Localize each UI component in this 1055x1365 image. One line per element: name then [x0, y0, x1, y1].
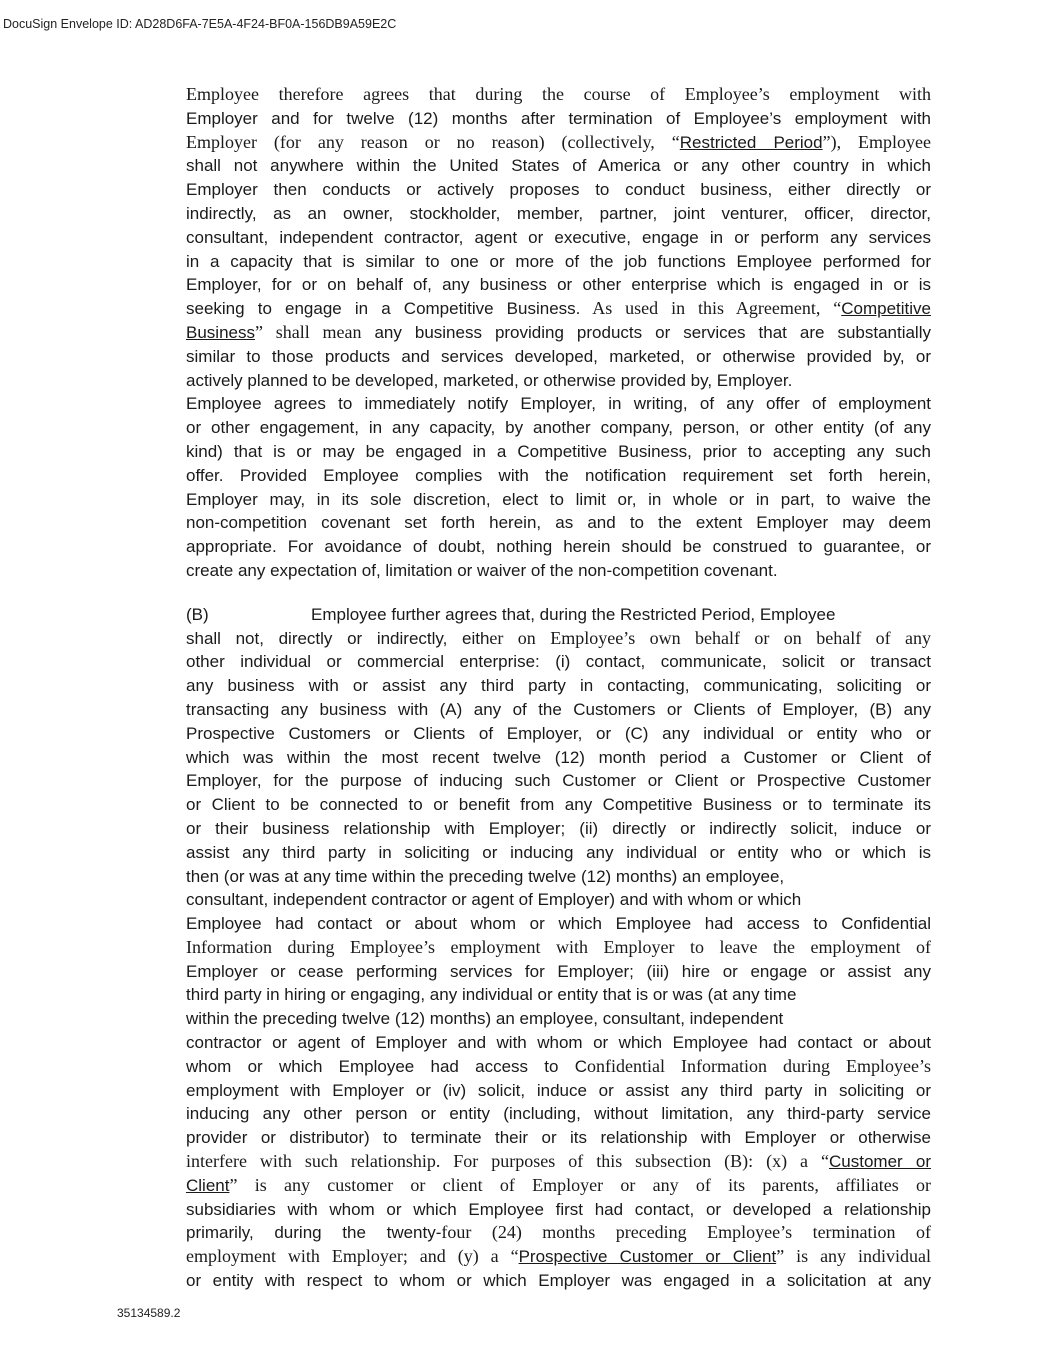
text-line: shall not anywhere within the United States of America or any other country in which — [186, 156, 931, 176]
text-line: or entity with respect to whom or which Employer was engaged in a solicitation at any — [186, 1271, 931, 1291]
text-line: or other engagement, in any capacity, by another company, person, or other entity (of any — [186, 418, 931, 438]
text-line: transacting any business with (A) any of the Customers or Clients of Employer, (B) any — [186, 699, 931, 719]
text-line: other individual or commercial enterprise: (i) contact, communicate, solicit or transact — [186, 652, 931, 672]
text-line — [186, 627, 931, 651]
text-span: any business providing products or services that are substantially — [361, 322, 931, 342]
text-line — [186, 1055, 931, 1079]
text-span: seeking to engage in a Competitive Business. — [186, 299, 581, 319]
text-line — [186, 1174, 931, 1198]
text-line: appropriate. For avoidance of doubt, nothing herein should be construed to guarantee, or — [186, 537, 931, 557]
text-span: ”), Employee — [822, 131, 931, 152]
text-span: er on Employee’s own behalf or on behalf of any — [489, 627, 931, 648]
text-line: offer. Provided Employee complies with the notification requirement set forth herein, — [186, 465, 931, 485]
document-number: 35134589.2 — [117, 1306, 181, 1320]
text-line: Employer and for twelve (12) months after termination of Employee’s employment with — [186, 108, 931, 128]
text-line — [186, 1221, 931, 1245]
text-line: Employer, for the purpose of inducing such Customer or Client or Prospective Customer — [186, 771, 931, 791]
text-line: any business with or assist any third party in contacting, communicating, soliciting or — [186, 676, 931, 696]
text-line: assist any third party in soliciting or inducing any individual or entity who or which is — [186, 842, 931, 862]
document-body — [186, 83, 931, 1293]
text-span: interfere with such relationship. For purposes of this subsection (B): (x) a “ — [186, 1151, 829, 1172]
text-line: Employer or cease performing services for Employer; (iii) hire or engage or assist any — [186, 961, 931, 981]
defined-term-competitive: Competitive — [841, 299, 931, 319]
text-line: within the preceding twelve (12) months) an employee, consultant, independent — [186, 1009, 784, 1029]
text-line: Prospective Customers or Clients of Employer, or (C) any individual or entity who or — [186, 723, 931, 743]
text-span: onfidential Information during Employee’s — [587, 1055, 932, 1076]
text-span: ” is any customer or client of Employer or any of its parents, affiliates or — [229, 1174, 931, 1195]
text-line: subsidiaries with whom or which Employee first had contact, or developed a relationship — [186, 1199, 931, 1219]
defined-term-restricted-period: Restricted Period — [679, 132, 823, 152]
text-line: Employee had contact or about whom or which Employee had access to Confidential — [186, 914, 931, 934]
text-line — [186, 1150, 931, 1174]
text-line — [186, 321, 931, 345]
text-line: then (or was at any time within the preceding twelve (12) months) an employee, — [186, 866, 785, 886]
text-line: provider or distributor) to terminate their or its relationship with Employer or otherwise — [186, 1128, 931, 1148]
text-span: primarily, during the twenty- — [186, 1223, 442, 1243]
text-line: Information during Employee’s employment with Employer to leave the employment of — [186, 936, 931, 957]
defined-term-client: Client — [186, 1175, 230, 1195]
text-line: inducing any other person or entity (including, without limitation, any third-party service — [186, 1104, 931, 1124]
section-marker-b: (B) — [186, 604, 209, 624]
text-line: Employer may, in its sole discretion, elect to limit or, in whole or in part, to waive the — [186, 489, 931, 509]
defined-term-prospective-customer-or-client: Prospective Customer or Client — [518, 1247, 777, 1267]
text-line — [186, 131, 931, 155]
text-line: Employee agrees to immediately notify Employer, in writing, of any offer of employment — [186, 394, 931, 414]
text-line: non-competition covenant set forth herein, as and to the extent Employer may deem — [186, 513, 931, 533]
text-line: Employer, for or on behalf of, any business or other enterprise which is engaged in or is — [186, 275, 931, 295]
text-line — [186, 603, 931, 627]
text-line: employment with Employer or (iv) solicit, induce or assist any third party in soliciting or — [186, 1080, 931, 1100]
text-line: or Client to be connected to or benefit from any Competitive Business or to terminate its — [186, 795, 931, 815]
defined-term-customer-or-client: Customer or — [829, 1152, 931, 1172]
text-span: ” is any individual — [776, 1246, 931, 1267]
text-line: Employer then conducts or actively proposes to conduct business, either directly or — [186, 180, 931, 200]
text-span: ” shall mean — [254, 321, 362, 342]
defined-term-business: Business — [186, 322, 255, 342]
paragraph-gap — [186, 583, 931, 603]
text-span: employment with Employer; and (y) a “ — [186, 1246, 519, 1267]
text-line: similar to those products and services developed, marketed, or otherwise provided by, or — [186, 346, 931, 366]
text-span: As used in this Agreement, “ — [580, 298, 842, 319]
text-span: Employer (for any reason or no reason) (collectively, “ — [186, 131, 680, 152]
text-span: whom or which Employee had access to C — [186, 1056, 587, 1076]
paragraph-b — [186, 603, 931, 1293]
text-line: indirectly, as an owner, stockholder, member, partner, joint venturer, officer, director, — [186, 203, 931, 223]
text-line: consultant, independent contractor, agent or executive, engage in or perform any services — [186, 227, 931, 247]
text-line: contractor or agent of Employer and with whom or which Employee had contact or about — [186, 1033, 931, 1053]
text-line: kind) that is or may be engaged in a Competitive Business, prior to accepting any such — [186, 441, 931, 461]
text-line: consultant, independent contractor or agent of Employer) and with whom or which — [186, 890, 802, 910]
text-span: four (24) months preceding Employee’s termination of — [441, 1222, 931, 1243]
text-span: Employee further agrees that, during the Restricted Period, Employee — [311, 604, 836, 624]
text-line: which was within the most recent twelve (12) month period a Customer or Client of — [186, 747, 931, 767]
docusign-envelope-id: DocuSign Envelope ID: AD28D6FA-7E5A-4F24-BF0A-156DB9A59E2C — [3, 17, 397, 31]
text-span: shall not, directly or indirectly, eith — [186, 628, 490, 648]
text-line: Employee therefore agrees that during the course of Employee’s employment with — [186, 84, 931, 104]
text-line: or their business relationship with Employer; (ii) directly or indirectly solicit, induce or — [186, 818, 931, 838]
text-line: in a capacity that is similar to one or more of the job functions Employee performed for — [186, 251, 931, 271]
text-line — [186, 1245, 931, 1269]
text-line: create any expectation of, limitation or waiver of the non-competition covenant. — [186, 560, 778, 580]
text-line — [186, 297, 931, 321]
text-line: third party in hiring or engaging, any individual or entity that is or was (at any time — [186, 985, 797, 1005]
paragraph-a — [186, 83, 931, 583]
text-line: actively planned to be developed, marketed, or otherwise provided by, Employer. — [186, 370, 793, 390]
